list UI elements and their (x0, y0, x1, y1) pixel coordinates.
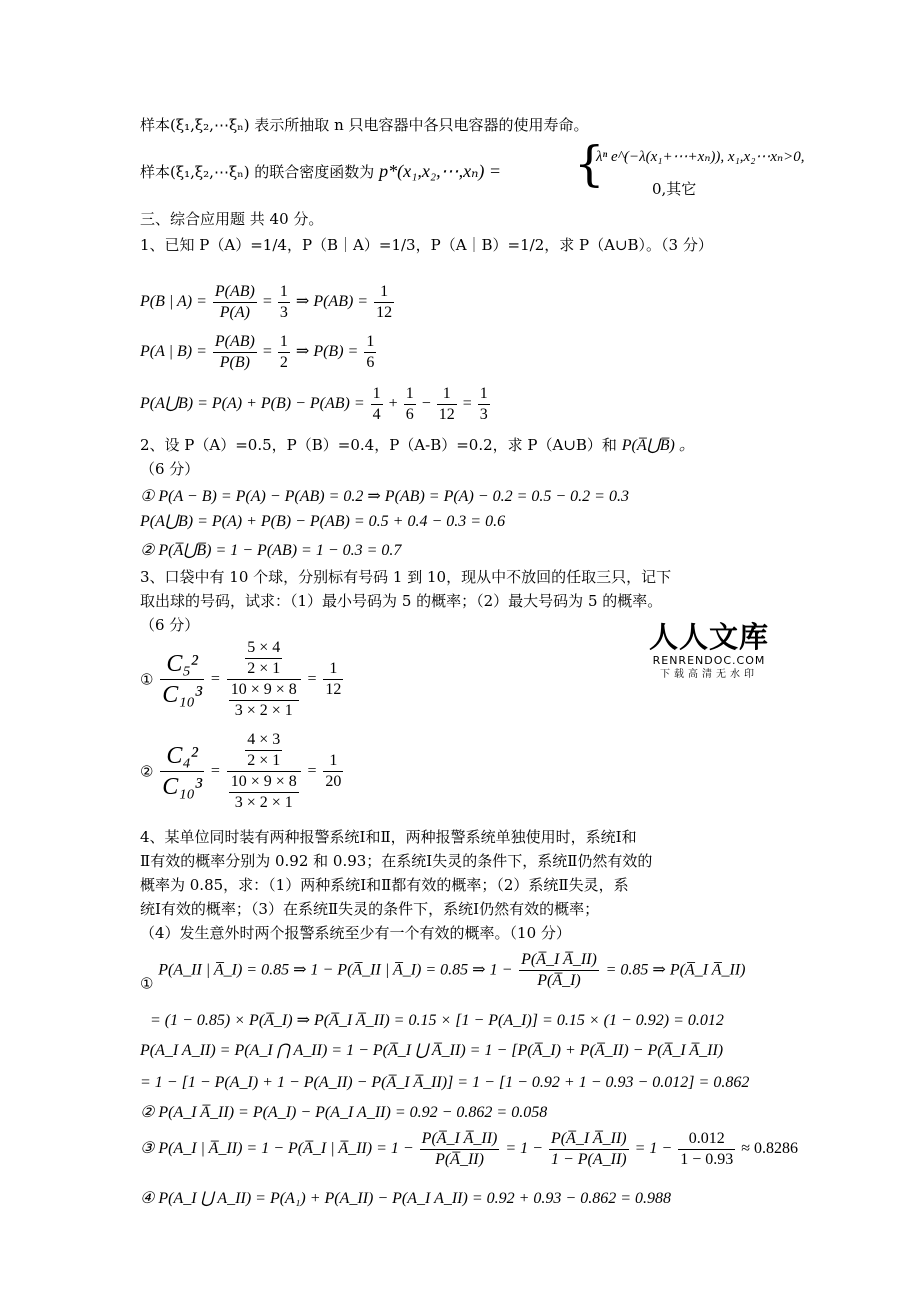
q4-e6-f1 (420, 1129, 500, 1170)
q3-a-rd: 12 (325, 681, 342, 698)
q1-s3-f1n: 1 (371, 384, 383, 405)
density-case-1: λⁿ e^(−λ(x₁+⋯+xₙ)), x₁,x₂⋯xₙ>0, (596, 149, 805, 165)
q1-step-2 (140, 330, 378, 374)
q4-eq-5: ② P(A_I A̅_II) = P(A_I) − P(A_I A_II) = 0.92 − 0.862 = 0.058 (140, 1104, 548, 1121)
q1-s2-imp: ⇒ P(B) = (295, 343, 359, 360)
q3-line-2: 取出球的号码，试求：（1）最小号码为 5 的概率；（2）最大号码为 5 的概率。 (140, 592, 663, 610)
q1-s2-den: P(B) (219, 353, 250, 371)
q1-s3-f1 (371, 384, 383, 425)
renrendoc-watermark (646, 620, 772, 681)
q1-s3-f4d: 3 (479, 405, 488, 423)
q4-e6-f2 (549, 1129, 629, 1170)
q2-question-tail: P(A̅⋃B̅) 。 (621, 437, 695, 454)
q4-e6-d2: 1 − P(A_II) (550, 1150, 627, 1168)
q1-s1-frac (213, 282, 257, 323)
q1-s2-num: P(AB) (213, 332, 257, 353)
q4-e6-n1: P(A̅_I A̅_II) (420, 1129, 500, 1150)
q3-b-rn: 1 (323, 751, 343, 772)
q3-b-bottom (227, 772, 301, 813)
intro-line-2-prefix: 样本(ξ₁,ξ₂,⋯ξₙ) 的联合密度函数为 (140, 163, 375, 181)
q3-a-mark: ① (140, 670, 154, 689)
q3-answer-1: ① $\frac{\text{C₅²}}{\text{C₁₀³}}$ = $\frac{\frac{5 \times 4}{2 \times 1}}{\frac{10 \times 9 \times 8}{3 \times 2 \times 1}}$ = $\frac{1}{12}$ (140, 639, 342, 719)
q3-a-comb (160, 649, 204, 710)
q4-e6-n2: P(A̅_I A̅_II) (549, 1129, 629, 1150)
q3-a-n2: 10 × 9 × 8 (229, 680, 299, 701)
q1-s3-f2n: 1 (404, 384, 416, 405)
intro-line-2 (140, 160, 501, 183)
q2-points: （6 分） (140, 460, 200, 478)
q1-s3-f3n: 1 (437, 384, 457, 405)
q3-b-rd: 20 (325, 773, 342, 790)
q1-s3-op3: = (462, 395, 472, 412)
q4-e1-frac (519, 950, 599, 991)
q1-s1-num: P(AB) (213, 282, 257, 303)
q1-s2-eq: = (262, 343, 272, 360)
q3-b-n1: 4 × 3 (245, 730, 282, 751)
q3-a-bottom (227, 680, 301, 721)
q3-b-cden: C₁₀³ (162, 774, 203, 800)
q4-line-3: 概率为 0.85，求：（1）两种系统Ⅰ和Ⅱ都有效的概率；（2）系统Ⅱ失灵，系 (140, 876, 629, 894)
q1-step-1 (140, 280, 396, 324)
q4-e1-den: P(A̅_I) (537, 972, 581, 989)
q1-s1-frac-c (374, 282, 394, 323)
q4-line-2: Ⅱ有效的概率分别为 0.92 和 0.93；在系统Ⅰ失灵的条件下，系统Ⅱ仍然有效的 (140, 852, 653, 870)
q4-e6-a: ③ P(A_I | A̅_II) = 1 − P(A̅_I | A̅_II) = 1 − (140, 1140, 414, 1157)
q3-a-cnum: C₅² (160, 649, 204, 680)
q2-step-3: ② P(A̅⋃B̅) = 1 − P(AB) = 1 − 0.3 = 0.7 (140, 542, 402, 559)
q1-s1-frac-b (278, 282, 290, 323)
q3-answer-2: ② $\frac{\text{C₄²}}{\text{C₁₀³}}$ = $\frac{\frac{4 \times 3}{2 \times 1}}{\frac{10 \times 9 \times 8}{3 \times 2 \times 1}}$ = $\frac{1}{20}$ (140, 731, 342, 811)
q4-eq-3: P(A_I A_II) = P(A_I ⋂ A_II) = 1 − P(A̅_I ⋃ A̅_II) = 1 − [P(A̅_I) + P(A̅_II) − P(A̅_I A̅_II) (140, 1042, 724, 1059)
q1-s1-imp: ⇒ P(AB) = (295, 293, 369, 310)
q1-s3-lhs: P(A⋃B) = P(A) + P(B) − P(AB) = (140, 395, 365, 412)
q1-s3-f2 (404, 384, 416, 425)
q4-e6-f3 (678, 1129, 735, 1170)
q1-s2-fn: 1 (278, 332, 290, 353)
section-title: 三、综合应用题 共 40 分。 (140, 210, 324, 228)
density-lhs: p*(x₁,x₂,⋯,xₙ) = (379, 161, 502, 181)
watermark-tagline: 下载高清无水印 (660, 669, 758, 680)
q3-b-d2: 3 × 2 × 1 (234, 794, 293, 811)
q3-b-cnum: C₄² (160, 741, 204, 772)
watermark-title: 人人文库 (648, 620, 769, 654)
q3-b-d1: 2 × 1 (247, 752, 281, 769)
q4-e6-m1: = 1 − (505, 1140, 543, 1157)
q1-s1-rd: 12 (376, 303, 393, 321)
q3-a-d2: 3 × 2 × 1 (234, 702, 293, 719)
q1-s1-fd: 3 (279, 303, 288, 321)
density-brace: { (574, 136, 605, 192)
q2-step-1: ① P(A − B) = P(A) − P(AB) = 0.2 ⇒ P(AB) = P(A) − 0.2 = 0.5 − 0.2 = 0.3 (140, 488, 629, 505)
q1-s1-lhs: P(B | A) = (140, 293, 207, 310)
q1-s1-eq: = (262, 293, 272, 310)
q4-e6-n3: 0.012 (678, 1129, 735, 1150)
q1-s3-f4 (478, 384, 490, 425)
q3-b-result (323, 751, 343, 792)
q1-step-3 (140, 382, 492, 426)
q2-step-2: P(A⋃B) = P(A) + P(B) − P(AB) = 0.5 + 0.4 − 0.3 = 0.6 (140, 513, 506, 530)
q3-a-rn: 1 (323, 659, 343, 680)
q1-s2-frac (213, 332, 257, 373)
intro-line-1: 样本(ξ₁,ξ₂,⋯ξₙ) 表示所抽取 n 只电容器中各只电容器的使用寿命。 (140, 116, 589, 134)
q1-s2-fd: 2 (279, 353, 288, 371)
q1-question: 1、已知 P（A）=1/4，P（B｜A）=1/3，P（A｜B）=1/2，求 P（A∪B）。（3 分） (140, 236, 713, 254)
q1-s3-f3 (437, 384, 457, 425)
q1-s3-op2: − (421, 395, 431, 412)
q1-s3-f3d: 12 (438, 405, 455, 423)
q3-b-big-frac (227, 730, 301, 813)
q3-b-comb (160, 741, 204, 802)
q4-eq-6 (140, 1126, 798, 1172)
q1-s3-f1d: 4 (372, 405, 381, 423)
q3-b-n2: 10 × 9 × 8 (229, 772, 299, 793)
density-case-2: 0,其它 (652, 180, 697, 198)
q3-b-mark: ② (140, 762, 154, 781)
q3-a-big-frac (227, 638, 301, 721)
q4-eq-4: = 1 − [1 − P(A_I) + 1 − P(A_II) − P(A̅_I A̅_II)] = 1 − [1 − 0.92 + 1 − 0.93 − 0.012] = 0.862 (140, 1074, 750, 1091)
q4-line-4: 统Ⅰ有效的概率；（3）在系统Ⅱ失灵的条件下，系统Ⅰ仍然有效的概率； (140, 900, 600, 918)
q2-question-text: 2、设 P（A）=0.5，P（B）=0.4，P（A-B）=0.2，求 P（A∪B）和 (140, 436, 617, 454)
q4-e1-a: P(A_II | A̅_I) = 0.85 ⇒ 1 − P(A̅_II | A̅_I) = 0.85 ⇒ 1 − (158, 961, 513, 979)
q4-line-5: （4）发生意外时两个报警系统至少有一个有效的概率。（10 分） (140, 924, 571, 942)
q1-s2-rd: 6 (366, 353, 375, 371)
q1-s1-den: P(A) (219, 303, 250, 321)
q3-a-cden: C₁₀³ (162, 682, 203, 708)
q1-s2-frac-b (278, 332, 290, 373)
q3-b-top (227, 730, 301, 772)
q4-e6-m2: = 1 − (634, 1140, 673, 1157)
q1-s2-lhs: P(A | B) = (140, 343, 207, 360)
q4-e6-b: ≈ 0.8286 (741, 1140, 799, 1157)
q1-s1-fn: 1 (278, 282, 290, 303)
q4-eq-1 (140, 950, 745, 995)
q3-line-1: 3、口袋中有 10 个球，分别标有号码 1 到 10，现从中不放回的任取三只，记下 (140, 568, 672, 586)
q1-s3-op1: + (388, 395, 398, 412)
q4-eq-2: = (1 − 0.85) × P(A̅_I) ⇒ P(A̅_I A̅_II) = 0.15 × [1 − P(A_I)] = 0.15 × (1 − 0.92) = 0.012 (150, 1012, 724, 1029)
q3-a-top (227, 638, 301, 680)
q1-s2-frac-c (364, 332, 376, 373)
q4-e6-d3: 1 − 0.93 (680, 1150, 734, 1168)
q4-e1-num: P(A̅_I A̅_II) (519, 950, 599, 971)
q2-question (140, 434, 695, 457)
q4-e1-mark: ① (140, 974, 154, 993)
q3-points: （6 分） (140, 616, 200, 634)
q4-e6-d1: P(A̅_II) (435, 1150, 484, 1168)
watermark-url: RENRENDOC.COM (652, 654, 766, 667)
q3-a-d1: 2 × 1 (247, 660, 281, 677)
q4-eq-7: ④ P(A_I ⋃ A_II) = P(A₁) + P(A_II) − P(A_I A_II) = 0.92 + 0.93 − 0.862 = 0.988 (140, 1190, 672, 1207)
q4-line-1: 4、某单位同时装有两种报警系统Ⅰ和Ⅱ，两种报警系统单独使用时，系统Ⅰ和 (140, 828, 637, 846)
q3-a-result (323, 659, 343, 700)
q4-e1-b: = 0.85 ⇒ P(A̅_I A̅_II) (605, 961, 746, 979)
q1-s3-f4n: 1 (478, 384, 490, 405)
q1-s2-rn: 1 (364, 332, 376, 353)
q3-a-n1: 5 × 4 (245, 638, 282, 659)
q1-s1-rn: 1 (374, 282, 394, 303)
q1-s3-f2d: 6 (405, 405, 414, 423)
